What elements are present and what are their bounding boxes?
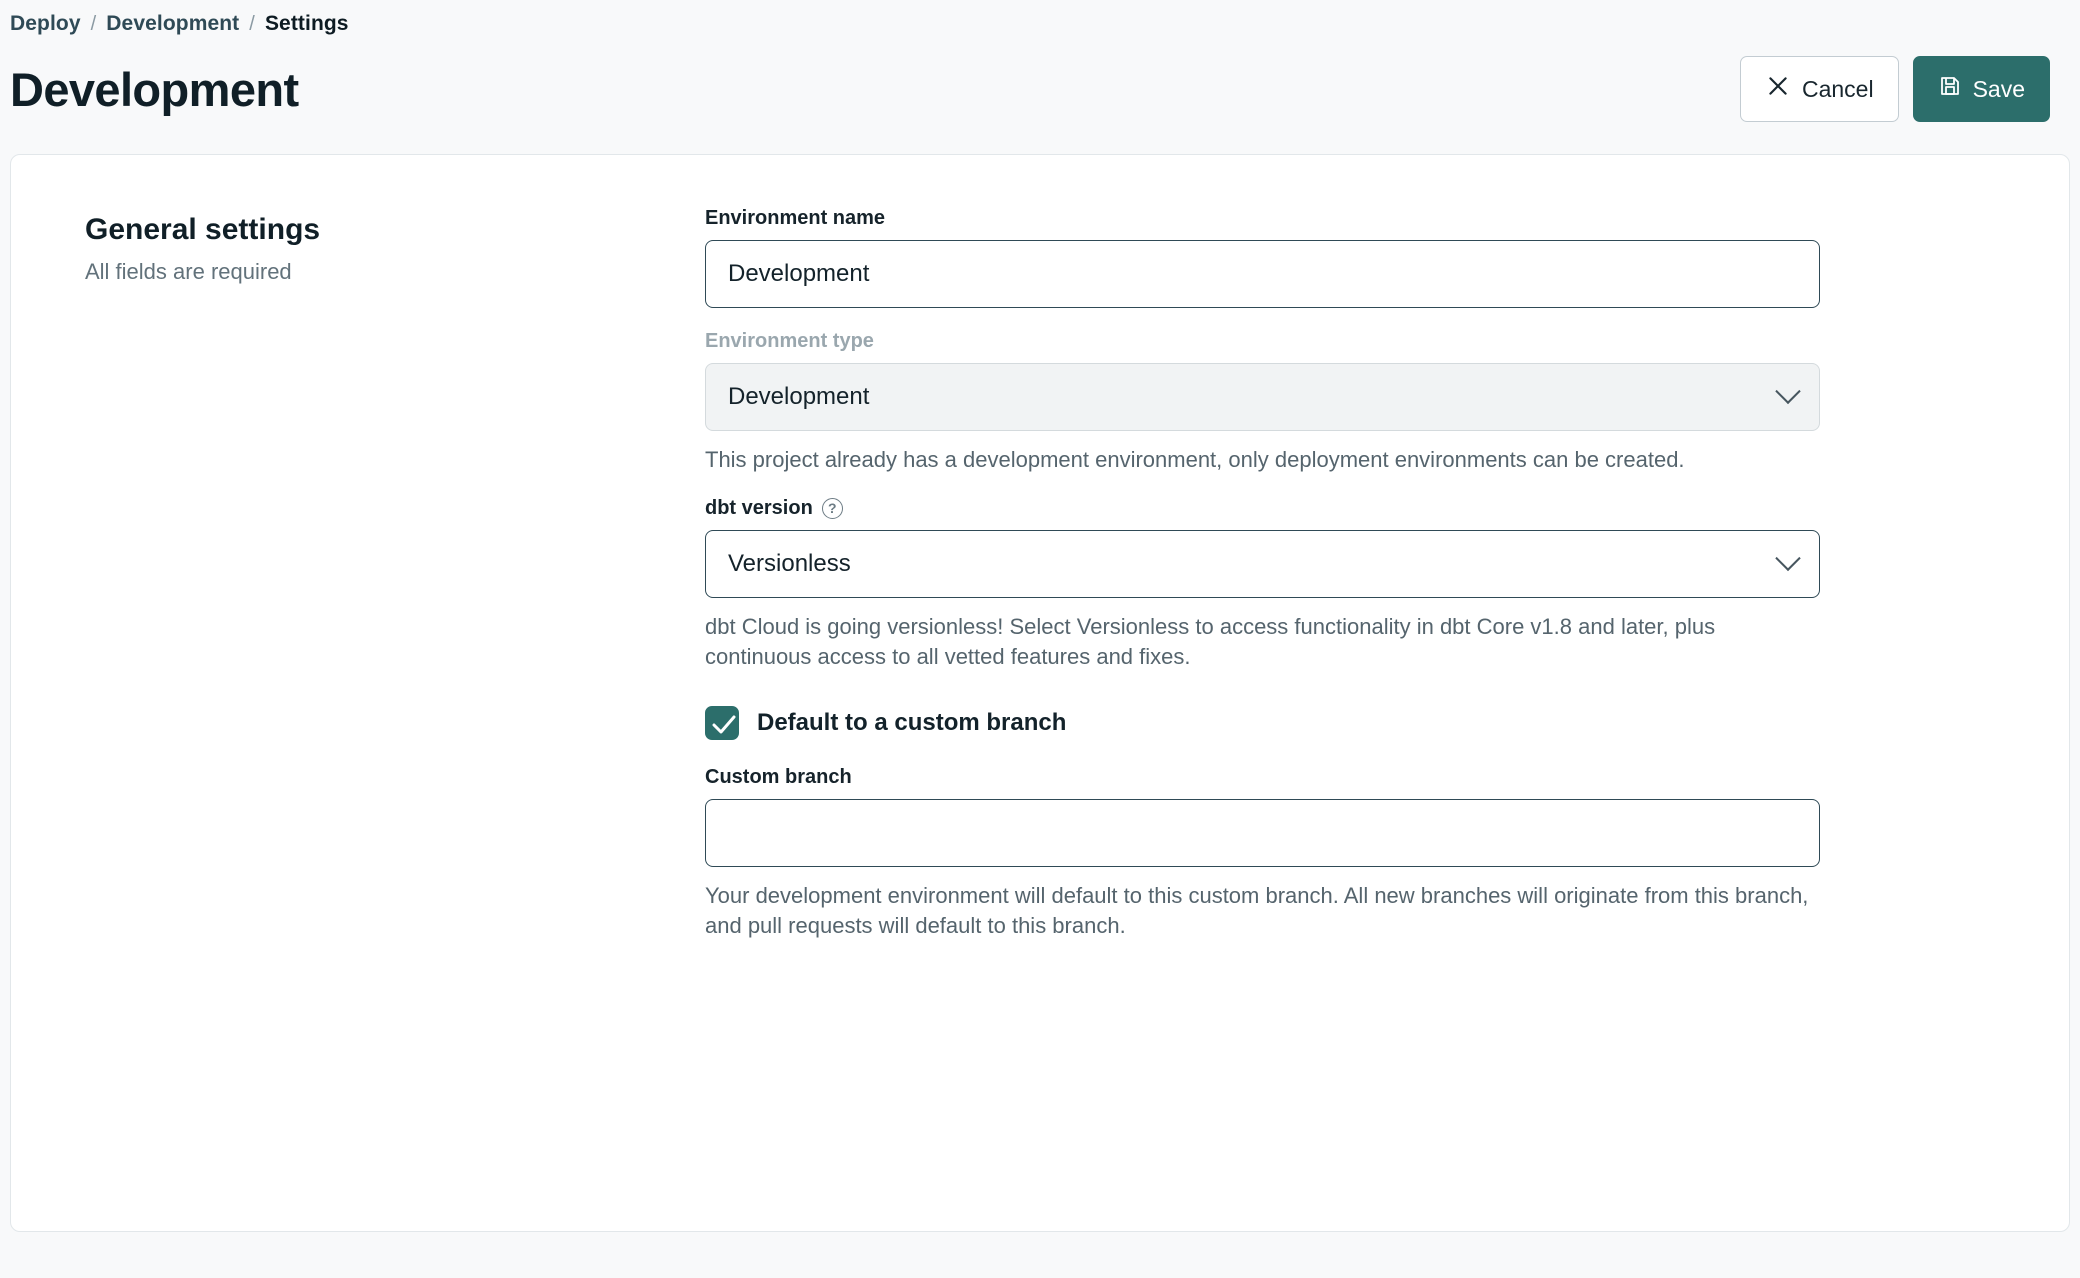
breadcrumb-separator: / <box>249 12 255 35</box>
settings-form <box>705 207 1860 963</box>
header-actions <box>1740 56 2050 122</box>
page-header <box>0 36 2080 132</box>
save-disk-icon <box>1938 74 1962 104</box>
cancel-button-label: Cancel <box>1801 75 1874 102</box>
settings-card <box>10 154 2070 1232</box>
breadcrumb-item-settings: Settings <box>264 12 349 35</box>
close-icon <box>1765 73 1791 105</box>
field-custom-branch <box>705 766 1820 941</box>
cancel-button[interactable] <box>1740 56 1899 122</box>
field-environment-name <box>705 207 1820 308</box>
save-button-label: Save <box>1972 75 2025 102</box>
environment-type-helper: This project already has a development environment, only deployment environments can be created. <box>705 447 1685 472</box>
custom-branch-input[interactable] <box>705 799 1820 867</box>
environment-name-label: Environment name <box>705 207 886 229</box>
check-icon <box>712 714 736 736</box>
dbt-version-label: dbt version <box>705 496 813 519</box>
dbt-version-value: Versionless <box>728 549 851 577</box>
question-mark-icon[interactable]: ? <box>822 498 843 519</box>
field-dbt-version <box>705 497 1820 672</box>
custom-branch-helper: Your development environment will default to this custom branch. All new branches will originate from this branch, and pull requests will default to this branch. <box>705 882 1809 938</box>
field-environment-type <box>705 330 1820 475</box>
breadcrumb <box>0 0 2080 36</box>
environment-name-input[interactable] <box>705 240 1820 308</box>
custom-branch-label: Custom branch <box>705 765 852 788</box>
dbt-version-helper: dbt Cloud is going versionless! Select Versionless to access functionality in dbt Core v1.8 and later, plus continuous access to all vetted features and fixes. <box>705 613 1716 669</box>
default-custom-branch-checkbox[interactable] <box>705 706 739 740</box>
general-settings-title: General settings <box>85 213 321 246</box>
chevron-down-icon <box>1775 546 1800 571</box>
breadcrumb-item-development[interactable]: Development <box>106 12 240 35</box>
page-title: Development <box>10 62 299 116</box>
save-button[interactable] <box>1913 56 2050 122</box>
dbt-version-label-row <box>705 497 1820 520</box>
environment-type-select[interactable] <box>705 363 1820 431</box>
chevron-down-icon <box>1775 379 1800 404</box>
breadcrumb-separator: / <box>90 12 97 35</box>
environment-type-label: Environment type <box>705 330 874 352</box>
dbt-version-select[interactable] <box>705 530 1820 598</box>
general-settings-section <box>85 207 705 285</box>
environment-type-value: Development <box>728 383 870 410</box>
default-custom-branch-label: Default to a custom branch <box>757 708 1067 736</box>
default-custom-branch-row[interactable] <box>705 706 1820 740</box>
breadcrumb-item-deploy[interactable]: Deploy <box>10 12 81 35</box>
general-settings-subtitle: All fields are required <box>85 259 292 284</box>
